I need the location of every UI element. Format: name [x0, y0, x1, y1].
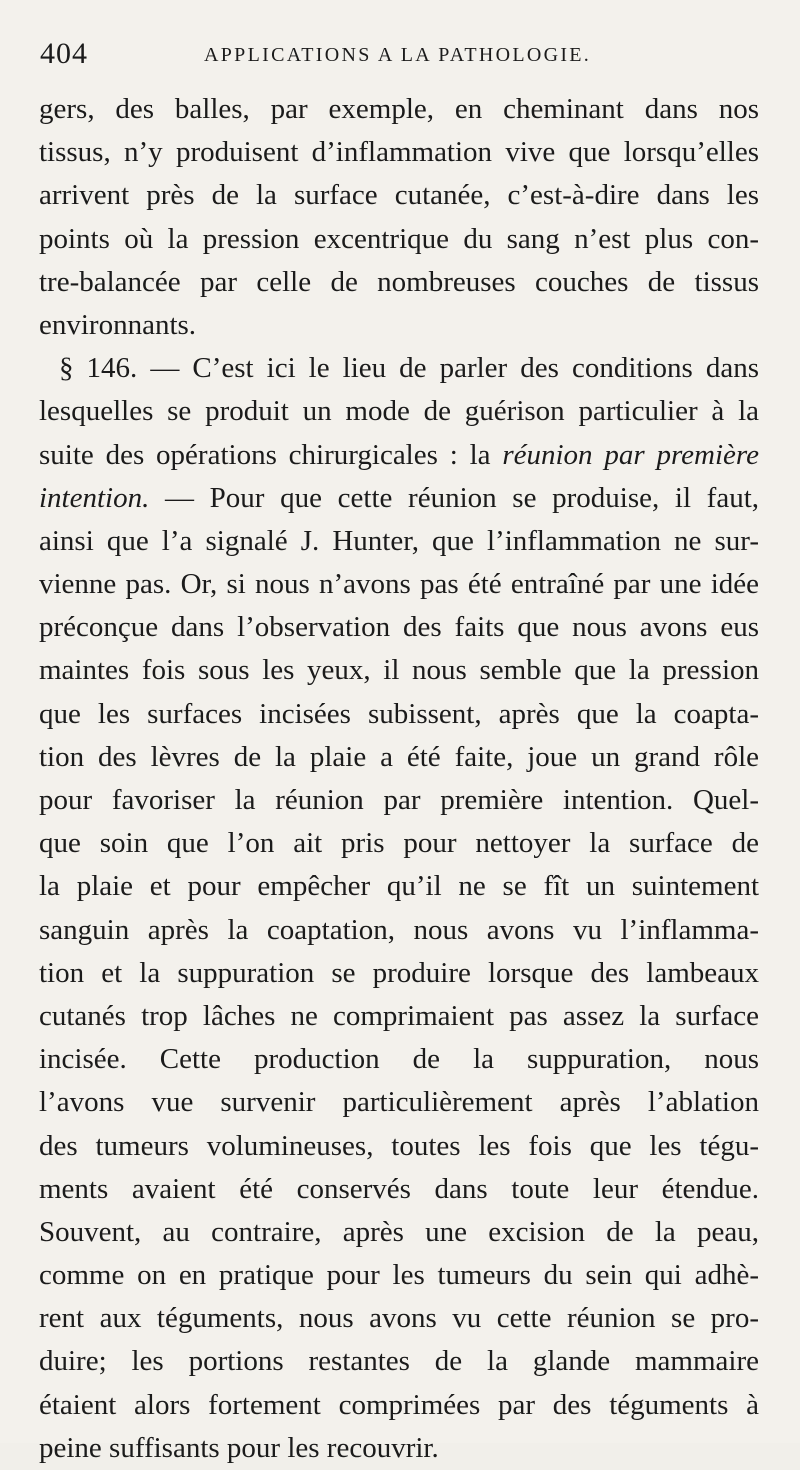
text-line: étaient alors fortement comprimées par des téguments à	[39, 1388, 759, 1421]
text-line: ments avaient été conservés dans toute leur étendue.	[39, 1172, 759, 1205]
text-line: duire; les portions restantes de la glande mammaire	[39, 1345, 759, 1378]
text-line: cutanés trop lâches ne comprimaient pas assez la surface	[39, 999, 759, 1032]
italic-term: intention.	[39, 481, 150, 514]
text-line: tre-balancée par celle de nombreuses couches de tissus	[39, 265, 759, 298]
text-line: lesquelles se produit un mode de guérison particulier à la	[39, 395, 759, 428]
text-line: vienne pas. Or, si nous n’avons pas été entraîné par une idée	[39, 568, 759, 601]
text-line: points où la pression excentrique du sang n’est plus con-	[39, 222, 759, 255]
text-line: tion et la suppuration se produire lorsque des lambeaux	[39, 956, 759, 989]
text-line: que soin que l’on ait pris pour nettoyer la surface de	[39, 827, 759, 860]
text-line: arrivent près de la surface cutanée, c’est-à-dire dans les	[39, 179, 759, 212]
section-heading-line: § 146. — C’est ici le lieu de parler des conditions dans	[59, 352, 759, 385]
text-line: l’avons vue survenir particulièrement après l’ablation	[39, 1086, 759, 1119]
text-line: tion des lèvres de la plaie a été faite, joue un grand rôle	[39, 740, 759, 773]
text-segment: — Pour que cette réunion se produise, il faut,	[149, 481, 759, 514]
page-number: 404	[40, 37, 88, 70]
text-segment: suite des opérations chirurgicales : la	[39, 438, 503, 471]
body-text	[39, 88, 759, 1470]
text-line: comme on en pratique pour les tumeurs du sein qui adhè-	[39, 1259, 759, 1292]
text-line: environnants.	[39, 308, 197, 341]
text-line: tissus, n’y produisent d’inflammation vive que lorsqu’elles	[39, 136, 759, 169]
text-line: des tumeurs volumineuses, toutes les fois que les tégu-	[39, 1129, 759, 1162]
text-line: sanguin après la coaptation, nous avons vu l’inflamma-	[39, 913, 759, 946]
italic-term: réunion par première	[502, 438, 759, 471]
text-line: peine suffisants pour les recouvrir.	[39, 1431, 439, 1464]
text-line: Souvent, au contraire, après une excision de la peau,	[39, 1215, 759, 1248]
text-line: rent aux téguments, nous avons vu cette réunion se pro-	[39, 1302, 759, 1335]
text-line-with-italic	[39, 434, 759, 477]
text-line: préconçue dans l’observation des faits que nous avons eus	[39, 611, 759, 644]
text-line: la plaie et pour empêcher qu’il ne se fît un suintement	[39, 870, 759, 903]
text-line: gers, des balles, par exemple, en cheminant dans nos	[39, 93, 759, 125]
text-line: pour favoriser la réunion par première intention. Quel-	[39, 784, 759, 816]
running-head	[40, 34, 780, 74]
text-line: incisée. Cette production de la suppuration, nous	[39, 1043, 759, 1076]
text-line-with-italic	[39, 477, 759, 520]
text-line: ainsi que l’a signalé J. Hunter, que l’inflammation ne sur-	[39, 524, 759, 557]
text-line: que les surfaces incisées subissent, après que la coapta-	[39, 697, 759, 730]
text-line: maintes fois sous les yeux, il nous semble que la pression	[39, 654, 759, 687]
running-title: APPLICATIONS A LA PATHOLOGIE.	[204, 44, 592, 66]
